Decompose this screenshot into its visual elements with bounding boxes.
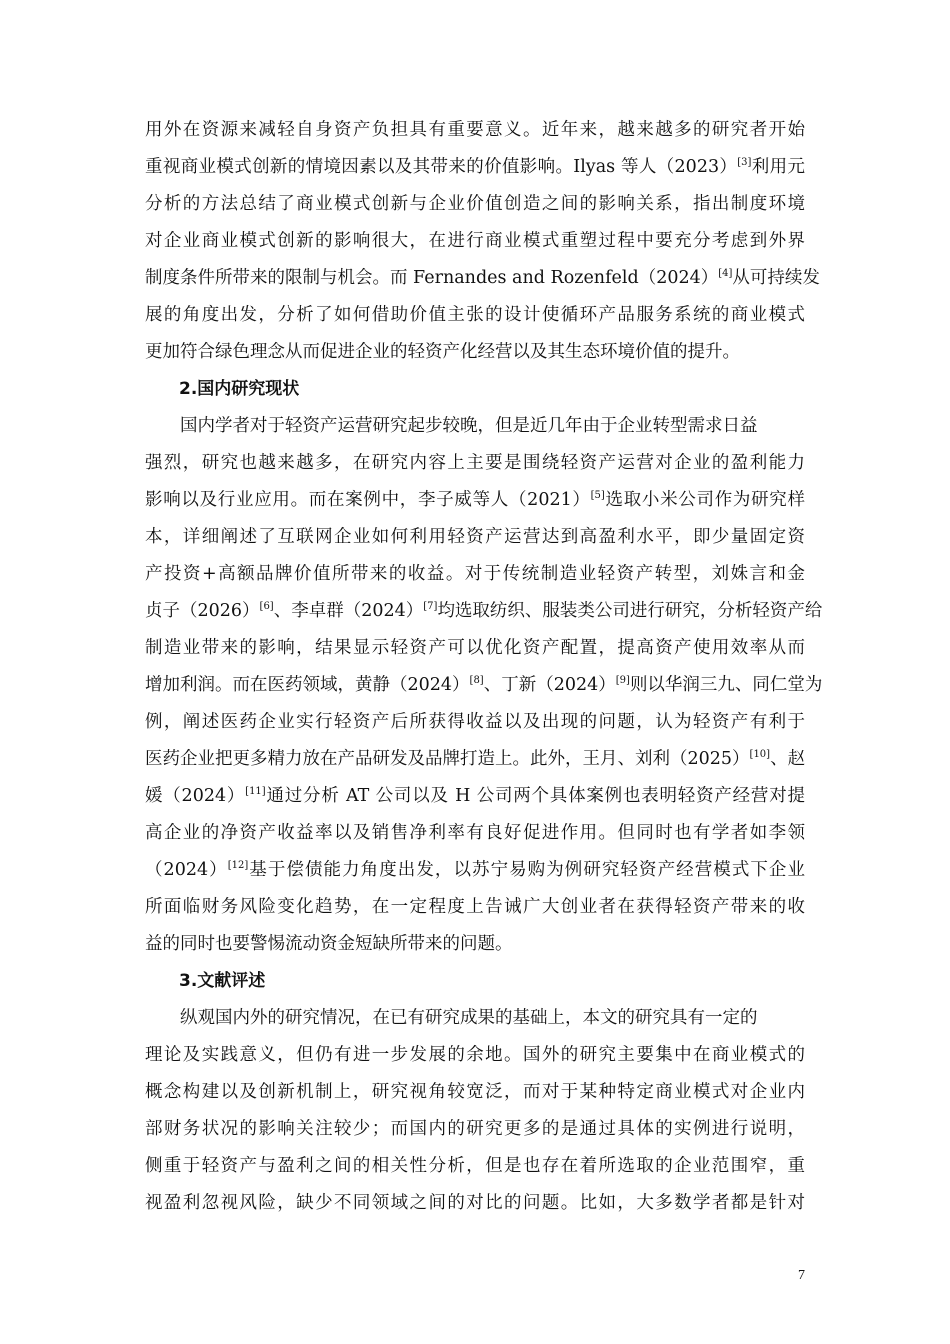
line-text: 益的同时也要警惕流动资金短缺所带来的问题。: [145, 934, 513, 954]
line-text: 媛（2024）: [145, 786, 246, 806]
text-line: [145, 1037, 805, 1074]
text-line: [145, 1185, 805, 1222]
text-line: [145, 1000, 805, 1037]
line-text: 国内学者对于轻资产运营研究起步较晚，但是近几年由于企业转型需求日益: [180, 416, 758, 436]
line-text: 用外在资源来减轻自身资产负担具有重要意义。近年来，越来越多的研究者开始: [145, 120, 805, 140]
line-text: 利用元: [751, 157, 805, 177]
text-line: [145, 482, 805, 519]
line-text: 、赵: [770, 749, 806, 769]
section-heading: [145, 963, 805, 1000]
line-text: 更加符合绿色理念从而促进企业的轻资产化经营以及其生态环境价值的提升。: [145, 342, 740, 362]
line-text: 强烈，研究也越来越多，在研究内容上主要是围绕轻资产运营对企业的盈利能力: [145, 453, 805, 473]
line-text: 例，阐述医药企业实行轻资产后所获得收益以及出现的问题，认为轻资产有利于: [145, 712, 805, 732]
citation-marker: [12]: [227, 860, 249, 872]
text-line: [145, 445, 805, 482]
citation-marker: [10]: [749, 749, 771, 761]
line-text: 所面临财务风险变化趋势，在一定程度上告诫广大创业者在获得轻资产带来的收: [145, 897, 805, 917]
line-text: 3.文献评述: [179, 971, 266, 991]
line-text: 侧重于轻资产与盈利之间的相关性分析，但是也存在着所选取的企业范围窄，重: [145, 1156, 805, 1176]
line-text: 视盈利忽视风险，缺少不同领域之间的对比的问题。比如，大多数学者都是针对: [145, 1193, 805, 1213]
line-text: 则以华润三九、同仁堂为: [629, 675, 823, 695]
citation-marker: [8]: [469, 675, 484, 687]
text-line: [145, 260, 820, 297]
citation-marker: [7]: [423, 601, 438, 613]
line-text: 纵观国内外的研究情况，在已有研究成果的基础上，本文的研究具有一定的: [180, 1008, 758, 1028]
text-line: [145, 704, 805, 741]
page-number: 7: [798, 1268, 805, 1283]
text-line: [145, 223, 805, 260]
text-line: [145, 149, 805, 186]
citation-marker: [5]: [590, 490, 605, 502]
line-text: 影响以及行业应用。而在案例中，李子威等人（2021）: [145, 490, 591, 510]
text-line: [145, 1111, 805, 1148]
line-text: 部财务状况的影响关注较少；而国内的研究更多的是通过具体的实例进行说明，: [145, 1119, 805, 1139]
text-line: [145, 926, 805, 963]
line-text: 基于偿债能力角度出发，以苏宁易购为例研究轻资产经营模式下企业: [248, 860, 805, 880]
line-text: 通过分析 AT 公司以及 H 公司两个具体案例也表明轻资产经营对提: [265, 786, 805, 806]
citation-marker: [9]: [615, 675, 630, 687]
line-text: 高企业的净资产收益率以及销售净利率有良好促进作用。但同时也有学者如李领: [145, 823, 805, 843]
text-line: [145, 667, 823, 704]
text-line: [145, 1148, 805, 1185]
line-text: 重视商业模式创新的情境因素以及其带来的价值影响。Ilyas 等人（2023）: [145, 157, 738, 177]
line-text: 2.国内研究现状: [179, 379, 300, 399]
line-text: 、丁新（2024）: [483, 675, 616, 695]
text-line: [145, 778, 805, 815]
text-line: [145, 889, 805, 926]
line-text: 制度条件所带来的限制与机会。而 Fernandes and Rozenfeld（2024）: [145, 268, 719, 288]
text-line: [145, 815, 805, 852]
text-line: [145, 408, 805, 445]
text-line: [145, 112, 805, 149]
line-text: 概念构建以及创新机制上，研究视角较宽泛，而对于某种特定商业模式对企业内: [145, 1082, 805, 1102]
line-text: 产投资+高额品牌价值所带来的收益。对于传统制造业轻资产转型，刘姝言和金: [145, 564, 805, 584]
text-line: [145, 556, 805, 593]
line-text: 、李卓群（2024）: [273, 601, 424, 621]
line-text: 均选取纺织、服装类公司进行研究，分析轻资产给: [437, 601, 823, 621]
line-text: 理论及实践意义，但仍有进一步发展的余地。国外的研究主要集中在商业模式的: [145, 1045, 805, 1065]
text-line: [145, 297, 805, 334]
citation-marker: [4]: [718, 268, 733, 280]
body-text: [145, 112, 823, 1222]
text-line: [145, 741, 805, 778]
line-text: 展的角度出发，分析了如何借助价值主张的设计使循环产品服务系统的商业模式: [145, 305, 805, 325]
line-text: （2024）: [145, 860, 228, 880]
text-line: [145, 630, 805, 667]
line-text: 分析的方法总结了商业模式创新与企业价值创造之间的影响关系，指出制度环境: [145, 194, 805, 214]
text-line: [145, 593, 823, 630]
section-heading: [145, 371, 805, 408]
text-line: [145, 1074, 805, 1111]
line-text: 制造业带来的影响，结果显示轻资产可以优化资产配置，提高资产使用效率从而: [145, 638, 805, 658]
line-text: 医药企业把更多精力放在产品研发及品牌打造上。此外，王月、刘利（2025）: [145, 749, 750, 769]
text-line: [145, 852, 805, 889]
line-text: 对企业商业模式创新的影响很大，在进行商业模式重塑过程中要充分考虑到外界: [145, 231, 805, 251]
line-text: 本，详细阐述了互联网企业如何利用轻资产运营达到高盈利水平，即少量固定资: [145, 527, 805, 547]
text-line: [145, 519, 805, 556]
line-text: 增加利润。而在医药领域，黄静（2024）: [145, 675, 470, 695]
line-text: 贞子（2026）: [145, 601, 260, 621]
line-text: 从可持续发: [732, 268, 820, 288]
text-line: [145, 186, 805, 223]
citation-marker: [6]: [259, 601, 274, 613]
line-text: 选取小米公司作为研究样: [604, 490, 805, 510]
text-line: [145, 334, 805, 371]
citation-marker: [3]: [737, 157, 752, 169]
citation-marker: [11]: [245, 786, 266, 798]
